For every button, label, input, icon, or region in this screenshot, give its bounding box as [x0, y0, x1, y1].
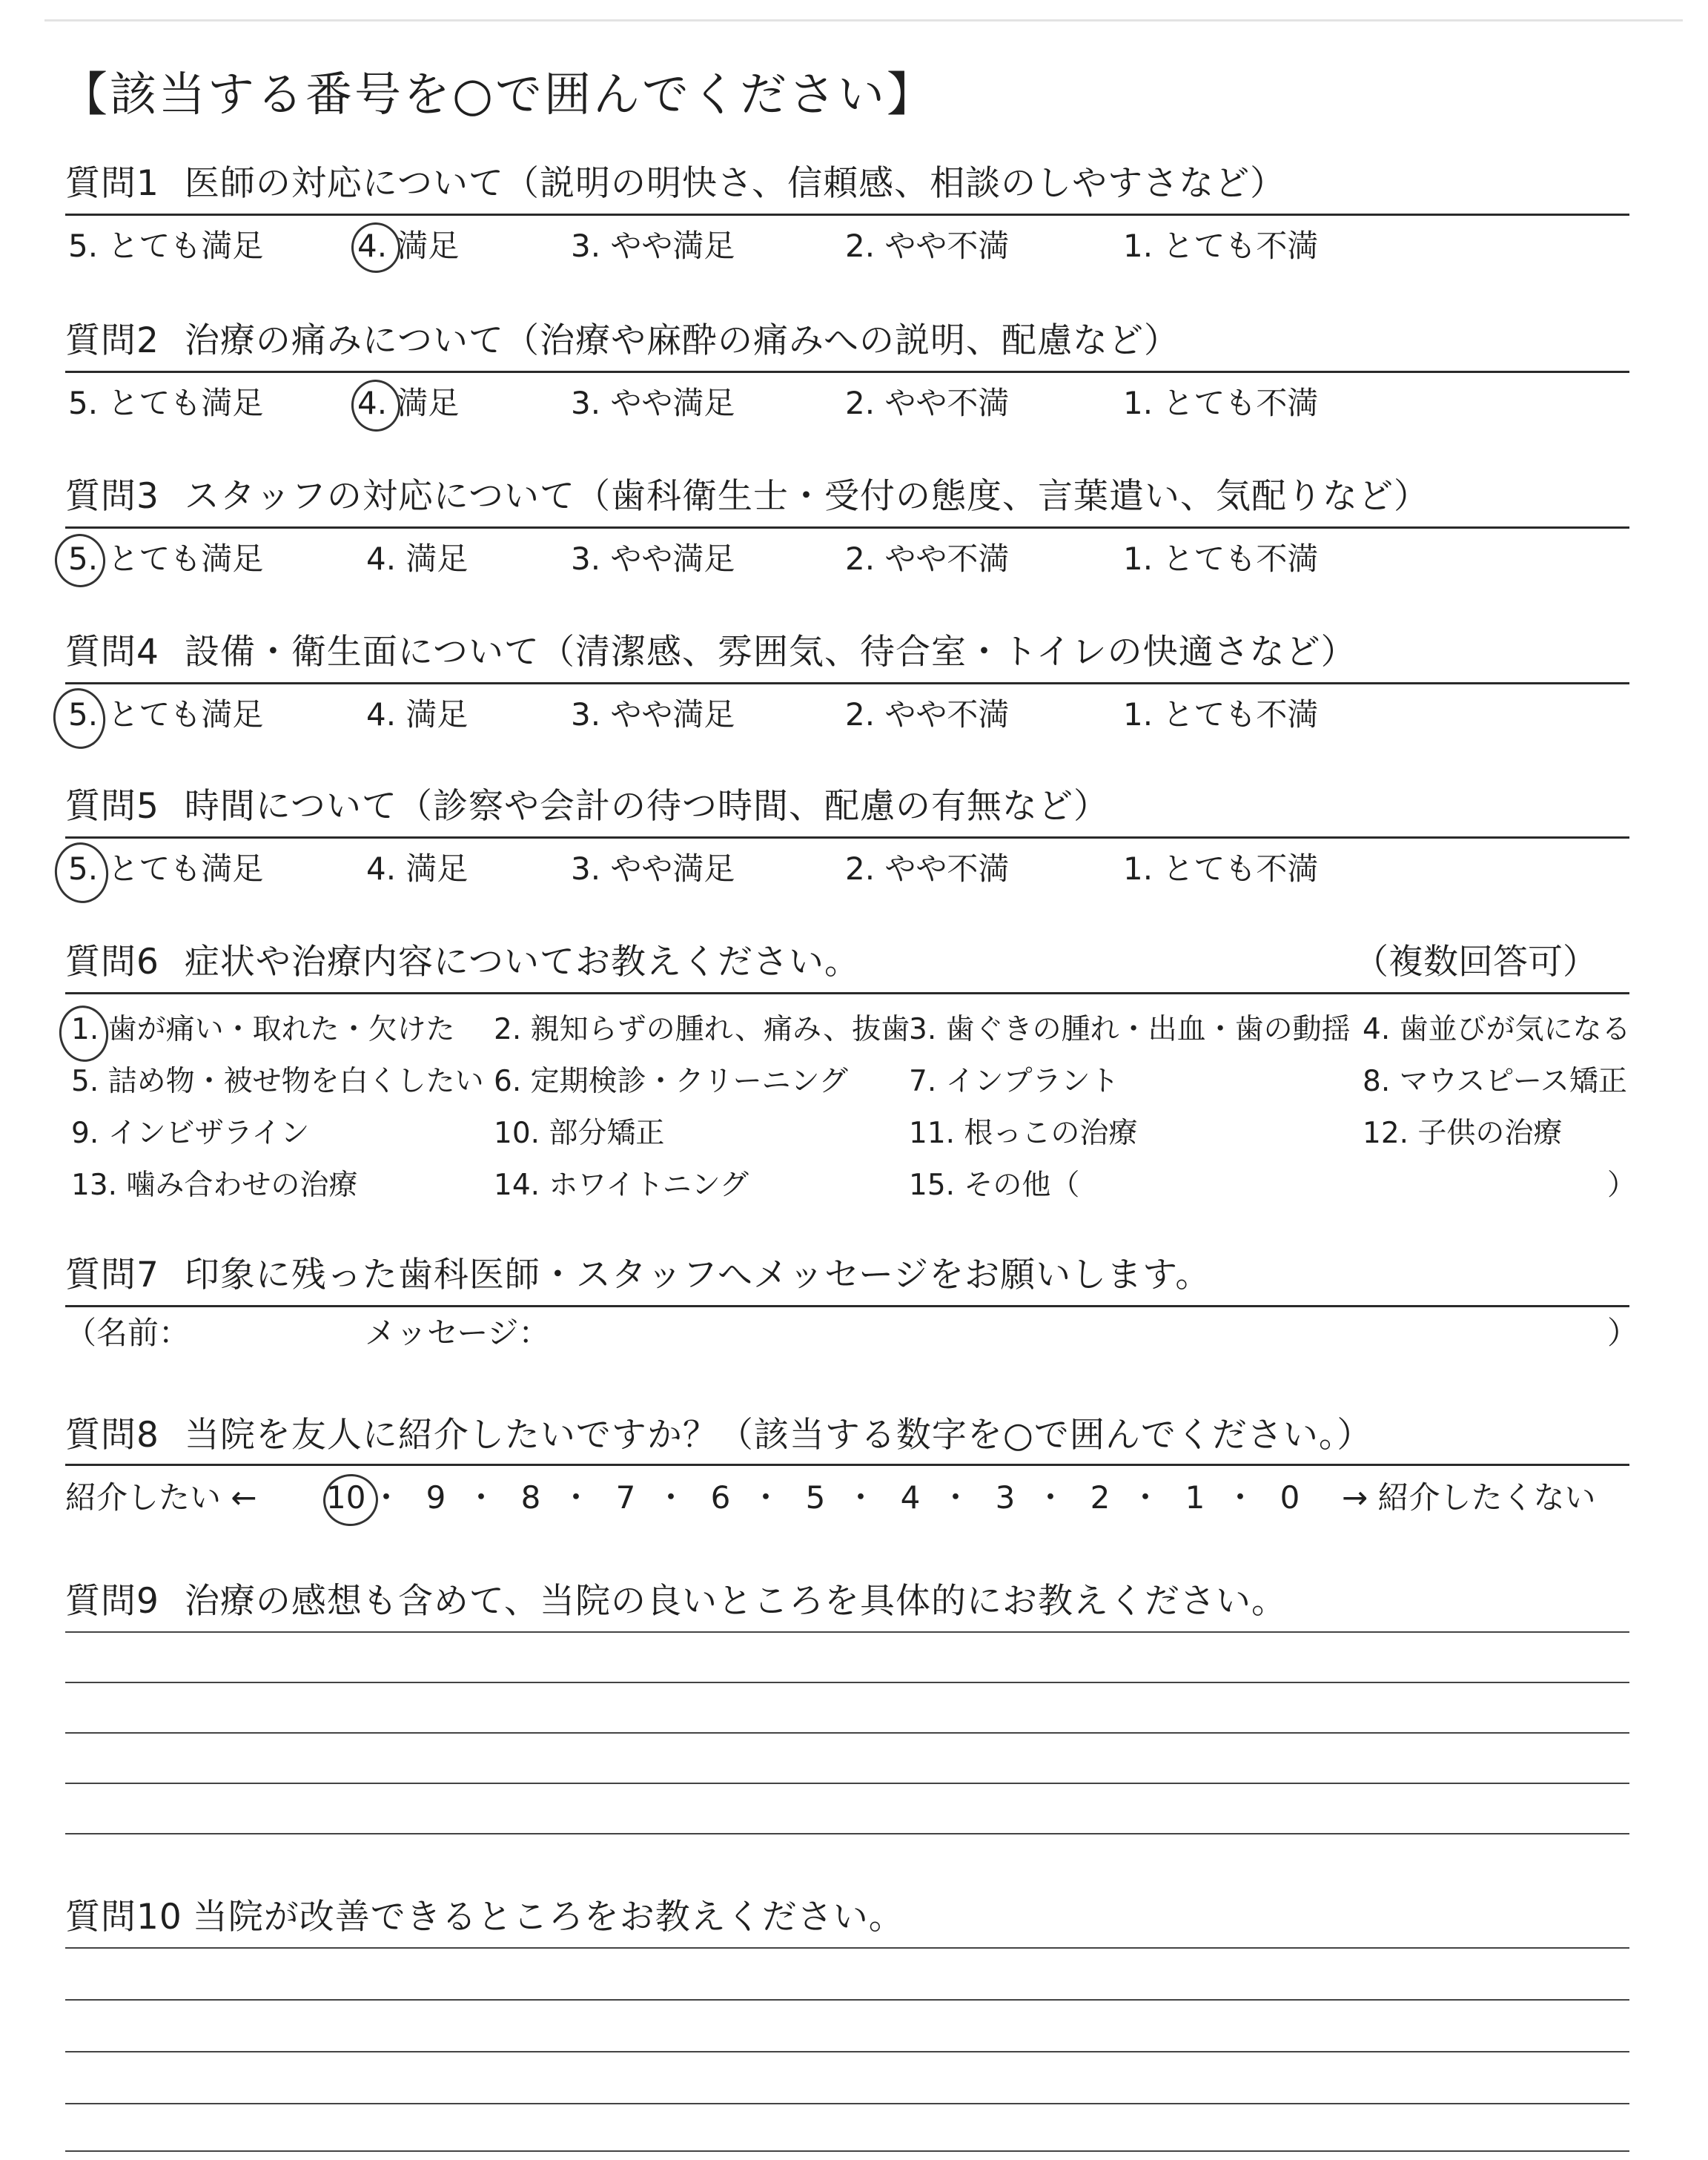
q1-option-3[interactable]: 3. やや満足 — [571, 228, 735, 264]
q2-option-3[interactable]: 3. やや満足 — [571, 385, 735, 421]
question-4-number: 質問4 — [65, 632, 159, 673]
q9-answer-line[interactable] — [65, 1732, 1629, 1734]
q8-scale-value-6[interactable]: 6 — [710, 1479, 731, 1516]
question-9-number: 質問9 — [65, 1581, 159, 1622]
q5-option-3[interactable]: 3. やや満足 — [571, 851, 735, 887]
question-5-rule — [65, 836, 1629, 839]
question-6-multiple-answer-hint: （複数回答可） — [1354, 942, 1598, 982]
q6-option-1[interactable]: 1. 歯が痛い・取れた・欠けた — [71, 1013, 455, 1046]
q5-option-2[interactable]: 2. やや不満 — [845, 851, 1010, 887]
question-6-rule — [65, 992, 1629, 994]
question-3-number: 質問3 — [65, 476, 159, 517]
question-6-number: 質問6 — [65, 942, 159, 982]
q6-other-close-paren: ） — [1607, 1169, 1637, 1202]
question-1-title — [65, 162, 1285, 206]
q6-option-4[interactable]: 4. 歯並びが気になる — [1363, 1013, 1631, 1046]
question-1-text: 医師の対応について（説明の明快さ、信頼感、相談のしやすさなど） — [184, 163, 1286, 204]
question-4-text: 設備・衛生面について（清潔感、雰囲気、待合室・トイレの快適さなど） — [184, 632, 1357, 673]
q3-option-5[interactable]: 5. とても満足 — [68, 541, 264, 577]
q9-answer-line[interactable] — [65, 1783, 1629, 1784]
q7-name-label: （名前： — [65, 1315, 191, 1351]
q8-scale-value-5[interactable]: 5 — [805, 1479, 826, 1516]
question-10-number: 質問10 — [65, 1897, 182, 1938]
question-8-number: 質問8 — [65, 1415, 159, 1456]
question-8-text: 当院を友人に紹介したいですか？（該当する数字を○で囲んでください。） — [184, 1415, 1373, 1456]
q5-option-1[interactable]: 1. とても不満 — [1123, 851, 1319, 887]
q1-option-2[interactable]: 2. やや不満 — [845, 228, 1010, 264]
q6-option-14[interactable]: 14. ホワイトニング — [494, 1169, 749, 1202]
q4-option-1[interactable]: 1. とても不満 — [1123, 696, 1319, 733]
q8-scale-value-9[interactable]: 9 — [426, 1479, 446, 1516]
q9-answer-line[interactable] — [65, 1833, 1629, 1834]
q8-scale-separator: ・ — [560, 1479, 592, 1516]
q1-option-4[interactable]: 4. 満足 — [357, 228, 460, 264]
q1-option-1[interactable]: 1. とても不満 — [1123, 228, 1319, 264]
question-8-title — [65, 1413, 1372, 1458]
q4-option-4[interactable]: 4. 満足 — [366, 696, 469, 733]
q8-scale-separator: ・ — [466, 1479, 497, 1516]
q8-scale-value-3[interactable]: 3 — [995, 1479, 1016, 1516]
q2-option-1[interactable]: 1. とても不満 — [1123, 385, 1319, 421]
question-2-rule — [65, 371, 1629, 373]
q3-option-3[interactable]: 3. やや満足 — [571, 541, 735, 577]
question-3-text: スタッフの対応について（歯科衛生士・受付の態度、言葉遣い、気配りなど） — [184, 476, 1429, 517]
question-3-rule — [65, 526, 1629, 529]
question-4-title — [65, 630, 1357, 675]
q8-scale-value-8[interactable]: 8 — [520, 1479, 541, 1516]
q10-answer-line[interactable] — [65, 2051, 1629, 2052]
q2-option-4[interactable]: 4. 満足 — [357, 385, 460, 421]
q1-option-5[interactable]: 5. とても満足 — [68, 228, 264, 264]
q10-answer-line[interactable] — [65, 1999, 1629, 2001]
question-5-text: 時間について（診察や会計の待つ時間、配慮の有無など） — [184, 786, 1109, 827]
q8-scale-value-10[interactable]: 10 — [326, 1479, 366, 1516]
top-scan-edge — [44, 19, 1683, 22]
question-6-title — [65, 940, 860, 985]
q9-answer-line[interactable] — [65, 1682, 1629, 1683]
page-heading: 【該当する番号を○で囲んでください】 — [61, 67, 936, 122]
question-10-text: 当院が改善できるところをお教えください。 — [192, 1897, 904, 1938]
question-5-title — [65, 785, 1109, 829]
question-9-text: 治療の感想も含めて、当院の良いところを具体的にお教えください。 — [184, 1581, 1287, 1622]
q8-scale-value-4[interactable]: 4 — [900, 1479, 921, 1516]
q8-left-label: 紹介したい ← — [65, 1479, 257, 1516]
question-7-number: 質問7 — [65, 1255, 159, 1295]
q6-option-13[interactable]: 13. 噛み合わせの治療 — [71, 1169, 358, 1202]
q8-right-label: → 紹介したくない — [1342, 1479, 1596, 1516]
question-8-rule — [65, 1464, 1629, 1466]
q4-option-5[interactable]: 5. とても満足 — [68, 696, 264, 733]
q8-recommend-scale — [65, 1477, 1629, 1519]
q6-option-5[interactable]: 5. 詰め物・被せ物を白くしたい — [71, 1065, 484, 1098]
question-2-number: 質問2 — [65, 320, 159, 361]
question-2-title — [65, 319, 1179, 363]
q6-option-11[interactable]: 11. 根っこの治療 — [909, 1117, 1138, 1150]
q8-scale-separator: ・ — [1130, 1479, 1162, 1516]
q8-scale-separator: ・ — [940, 1479, 972, 1516]
q6-option-7[interactable]: 7. インプラント — [909, 1065, 1119, 1098]
q2-option-5[interactable]: 5. とても満足 — [68, 385, 264, 421]
question-7-text: 印象に残った歯科医師・スタッフへメッセージをお願いします。 — [184, 1255, 1211, 1295]
q6-option-9[interactable]: 9. インビザライン — [71, 1117, 310, 1150]
q8-scale-separator: ・ — [750, 1479, 782, 1516]
q8-scale-separator: ・ — [1225, 1479, 1257, 1516]
q10-answer-line[interactable] — [65, 1947, 1629, 1949]
question-7-title — [65, 1253, 1211, 1298]
q6-option-12[interactable]: 12. 子供の治療 — [1363, 1117, 1563, 1150]
q5-option-4[interactable]: 4. 満足 — [366, 851, 469, 887]
q8-scale-value-0[interactable]: 0 — [1280, 1479, 1300, 1516]
question-9-title — [65, 1579, 1287, 1624]
q8-scale-value-7[interactable]: 7 — [615, 1479, 636, 1516]
q8-scale-value-2[interactable]: 2 — [1090, 1479, 1110, 1516]
q4-option-3[interactable]: 3. やや満足 — [571, 696, 735, 733]
q8-scale-separator: ・ — [655, 1479, 687, 1516]
q6-option-8[interactable]: 8. マウスピース矯正 — [1363, 1065, 1627, 1098]
q9-answer-line[interactable] — [65, 1631, 1629, 1633]
q6-option-3[interactable]: 3. 歯ぐきの腫れ・出血・歯の動揺 — [909, 1013, 1351, 1046]
q7-message-label: メッセージ： — [365, 1315, 550, 1351]
question-1-rule — [65, 214, 1629, 216]
question-10-title — [65, 1895, 904, 1940]
q6-option-10[interactable]: 10. 部分矯正 — [494, 1117, 665, 1150]
q3-option-4[interactable]: 4. 満足 — [366, 541, 469, 577]
q7-close-paren: ） — [1607, 1315, 1639, 1351]
q10-answer-line[interactable] — [65, 2103, 1629, 2104]
question-1-number: 質問1 — [65, 163, 159, 204]
question-2-text: 治療の痛みについて（治療や麻酔の痛みへの説明、配慮など） — [184, 320, 1180, 361]
q4-option-2[interactable]: 2. やや不満 — [845, 696, 1010, 733]
q8-scale-separator: ・ — [1035, 1479, 1067, 1516]
q2-option-2[interactable]: 2. やや不満 — [845, 385, 1010, 421]
q5-option-5[interactable]: 5. とても満足 — [68, 851, 264, 887]
q8-scale-separator: ・ — [845, 1479, 877, 1516]
q6-option-2[interactable]: 2. 親知らずの腫れ、痛み、抜歯 — [494, 1013, 910, 1046]
q6-option-15[interactable]: 15. その他（ — [909, 1169, 1080, 1202]
question-6-text: 症状や治療内容についてお教えください。 — [184, 942, 860, 982]
q3-option-2[interactable]: 2. やや不満 — [845, 541, 1010, 577]
question-7-rule — [65, 1305, 1629, 1307]
q6-option-6[interactable]: 6. 定期検診・クリーニング — [494, 1065, 848, 1098]
q10-answer-line[interactable] — [65, 2150, 1629, 2152]
question-5-number: 質問5 — [65, 786, 159, 827]
question-4-rule — [65, 682, 1629, 684]
question-3-title — [65, 475, 1429, 519]
q8-scale-separator: ・ — [371, 1479, 403, 1516]
q8-scale-value-1[interactable]: 1 — [1185, 1479, 1205, 1516]
q3-option-1[interactable]: 1. とても不満 — [1123, 541, 1319, 577]
